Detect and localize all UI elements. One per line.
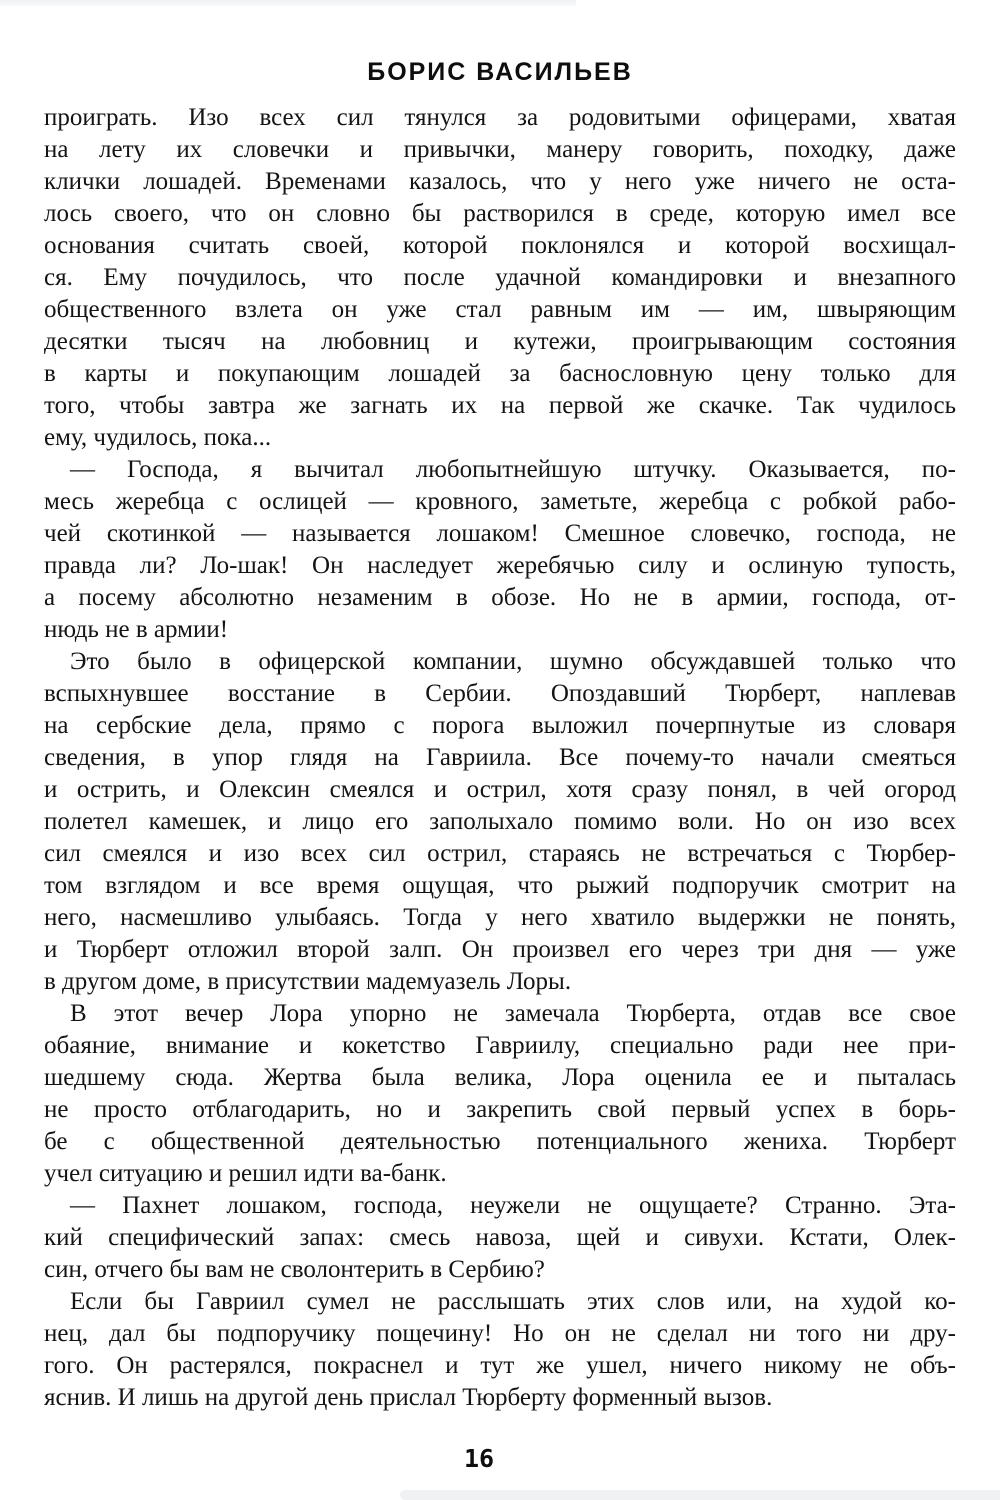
text-line: ему, чудилось, пока... [44, 424, 272, 451]
text-line: яснив. И лишь на другой день прислал Тюрберту форменный вызов. [44, 1384, 773, 1411]
text-line: чей скотинкой — называется лошаком! Смешное словечко, господа, не [44, 520, 956, 547]
text-line: гого. Он растерялся, покраснел и тут же ушел, ничего никому не объ- [44, 1352, 956, 1379]
text-line: не просто отблагодарить, но и закрепить свой первый успех в борь- [44, 1096, 956, 1123]
text-line: на сербские дела, прямо с порога выложил почерпнутые из словаря [44, 712, 956, 739]
paragraph [44, 102, 956, 454]
text-line: син, отчего бы вам не сволонтерить в Сербию? [44, 1256, 545, 1283]
text-line: сил смеялся и изо всех сил острил, стараясь не встречаться с Тюрбер- [44, 840, 956, 867]
text-line: и Тюрберт отложил второй залп. Он произвел его через три дня — уже [44, 936, 956, 963]
paragraph [44, 1286, 956, 1414]
text-line: ся. Ему почудилось, что после удачной командировки и внезапного [44, 264, 956, 291]
scan-artifact-top [0, 0, 576, 6]
text-line: него, насмешливо улыбаясь. Тогда у него хватило выдержки не понять, [44, 904, 956, 931]
text-line: десятки тысяч на любовниц и кутежи, проигрывающим состояния [44, 328, 956, 355]
text-line: проиграть. Изо всех сил тянулся за родовитыми офицерами, хватая [44, 104, 956, 131]
text-line: кий специфический запах: смесь навоза, щей и сивухи. Кстати, Олек- [44, 1224, 956, 1251]
text-line: нюдь не в армии! [44, 616, 229, 643]
text-line: того, чтобы завтра же загнать их на первой же скачке. Так чудилось [44, 392, 956, 419]
text-line: на лету их словечки и привычки, манеру говорить, походку, даже [44, 136, 956, 163]
text-line: Это было в офицерской компании, шумно обсуждавшей только что [70, 648, 956, 675]
page-header [44, 58, 956, 87]
body-text [44, 102, 956, 1414]
text-line: а посему абсолютно незаменим в обозе. Но не в армии, господа, от- [44, 584, 956, 611]
text-line: бе с общественной деятельностью потенциального жениха. Тюрберт [44, 1128, 956, 1155]
text-line: обаяние, внимание и кокетство Гавриилу, специально ради нее при- [44, 1032, 956, 1059]
text-line: том взглядом и все время ощущая, что рыжий подпоручик смотрит на [44, 872, 956, 899]
text-line: в другом доме, в присутствии мадемуазель Лоры. [44, 968, 572, 995]
text-line: в карты и покупающим лошадей за баснословную цену только для [44, 360, 956, 387]
text-line: клички лошадей. Временами казалось, что у него уже ничего не оста- [44, 168, 956, 195]
page-number: 16 [463, 1444, 495, 1473]
text-line: — Пахнет лошаком, господа, неужели не ощущаете? Странно. Эта- [70, 1192, 956, 1219]
paragraph [44, 1190, 956, 1286]
text-line: месь жеребца с ослицей — кровного, заметьте, жеребца с робкой рабо- [44, 488, 956, 515]
text-line: — Господа, я вычитал любопытнейшую штучку. Оказывается, по- [70, 456, 956, 483]
text-line: лось своего, что он словно бы растворился в среде, которую имел все [44, 200, 956, 227]
scan-artifact-bottom [400, 1490, 1000, 1500]
paragraph [44, 454, 956, 646]
text-line: правда ли? Ло-шак! Он наследует жеребячью силу и ослиную тупость, [44, 552, 956, 579]
text-line: общественного взлета он уже стал равным им — им, швыряющим [44, 296, 956, 323]
paragraph [44, 646, 956, 998]
text-line: вспыхнувшее восстание в Сербии. Опоздавший Тюрберт, наплевав [44, 680, 956, 707]
text-line: Если бы Гавриил сумел не расслышать этих слов или, на худой ко- [70, 1288, 956, 1315]
text-line: шедшему сюда. Жертва была велика, Лора оценила ее и пыталась [44, 1064, 956, 1091]
text-line: полетел камешек, и лицо его заполыхало помимо воли. Но он изо всех [44, 808, 956, 835]
author-heading: БОРИС ВАСИЛЬЕВ [367, 58, 633, 86]
text-line: сведения, в упор глядя на Гавриила. Все почему-то начали смеяться [44, 744, 956, 771]
page-footer [44, 1444, 956, 1473]
text-line: В этот вечер Лора упорно не замечала Тюрберта, отдав все свое [70, 1000, 956, 1027]
text-line: основания считать своей, которой поклонялся и которой восхищал- [44, 232, 956, 259]
paragraph [44, 998, 956, 1190]
text-line: нец, дал бы подпоручику пощечину! Но он не сделал ни того ни дру- [44, 1320, 956, 1347]
text-line: и острить, и Олексин смеялся и острил, хотя сразу понял, в чей огород [44, 776, 956, 803]
text-line: учел ситуацию и решил идти ва-банк. [44, 1160, 447, 1187]
